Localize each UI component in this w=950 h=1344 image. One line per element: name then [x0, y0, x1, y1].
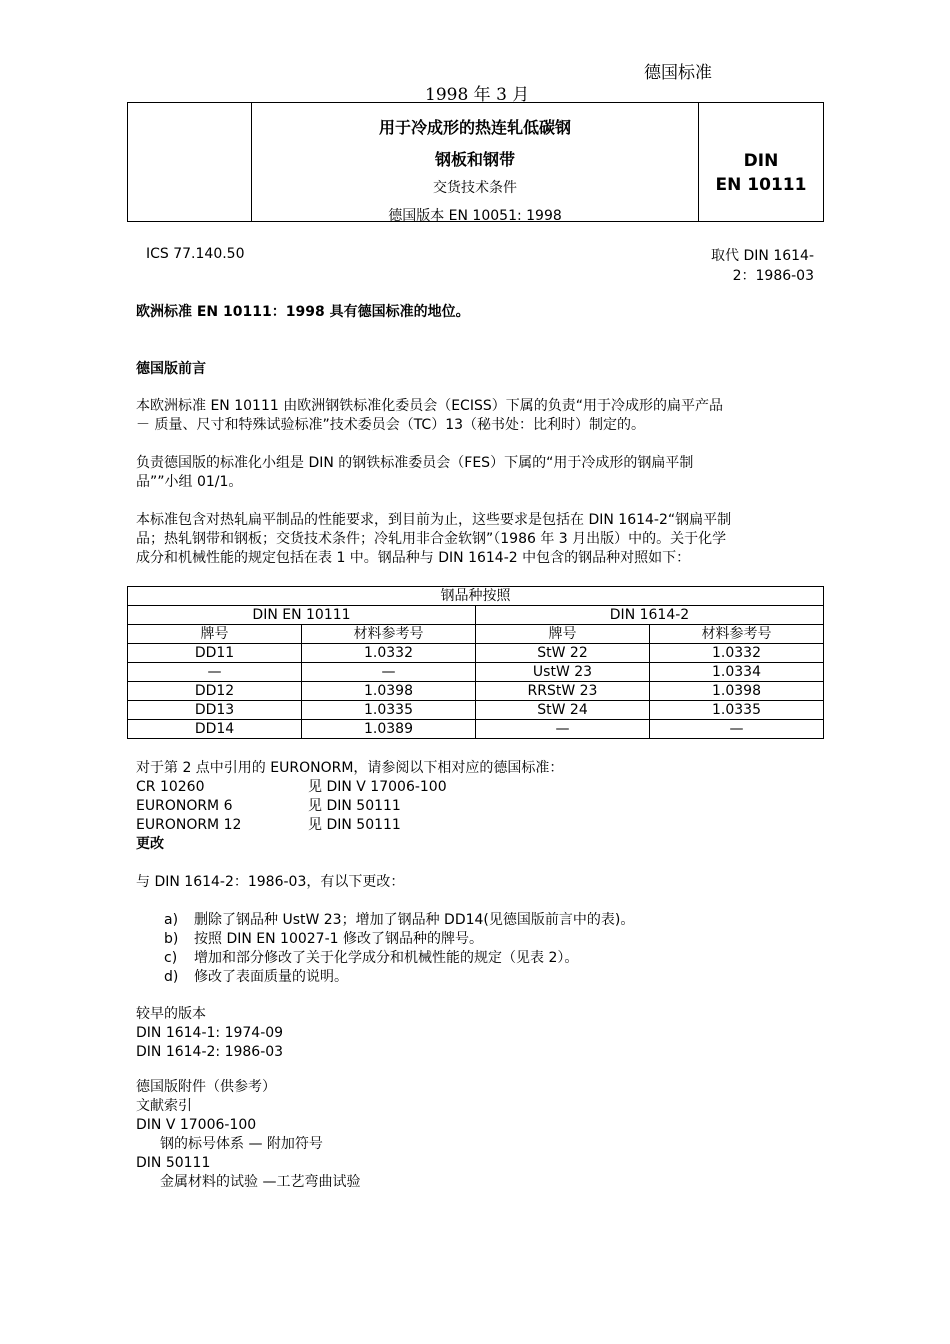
- reference-description: 金属材料的试验 —工艺弯曲试验: [160, 1174, 361, 1190]
- paragraph-line: 品””小组 01/1。: [136, 474, 243, 490]
- annex-heading: 德国版附件（供参考）: [136, 1079, 276, 1095]
- euronorm-item: [136, 778, 826, 797]
- euronorm-see: 见 DIN 50111: [308, 798, 401, 814]
- table-row: [128, 720, 824, 739]
- list-item: [164, 949, 634, 968]
- earlier-editions: [136, 1005, 826, 1062]
- reference-description: 钢的标号体系 — 附加符号: [160, 1136, 323, 1152]
- table-cell: 1.0335: [302, 701, 476, 720]
- euronorm-intro: 对于第 2 点中引用的 EURONORM，请参阅以下相对应的德国标准：: [136, 760, 564, 776]
- euronorm-ref: CR 10260: [136, 779, 205, 795]
- changes-heading: 更改: [136, 836, 164, 852]
- euronorm-section: [136, 759, 826, 854]
- table-group-header: DIN 1614-2: [476, 606, 824, 625]
- paragraph-line: 品；热轧钢带和钢板；交货技术条件；冷轧用非合金软钢”（1986 年 3 月出版）中的。关于化学: [136, 531, 727, 547]
- table-cell: 1.0398: [302, 682, 476, 701]
- table-row: [128, 644, 824, 663]
- publication-date: 1998 年 3 月: [425, 85, 530, 105]
- status-statement: 欧洲标准 EN 10111：1998 具有德国标准的地位。: [136, 304, 470, 320]
- euronorm-item: [136, 816, 826, 835]
- list-item: [164, 911, 634, 930]
- list-item-text: 按照 DIN EN 10027-1 修改了钢品种的牌号。: [194, 931, 483, 947]
- table-cell: —: [302, 663, 476, 682]
- annex-subheading: 文献索引: [136, 1098, 192, 1114]
- foreword-paragraph-1: [136, 397, 826, 435]
- paragraph-line: 负责德国版的标准化小组是 DIN 的钢铁标准委员会（FES）下属的“用于冷成形的钢扁平制: [136, 455, 694, 471]
- table-cell: DD11: [128, 644, 302, 663]
- earlier-edition-item: DIN 1614-2: 1986-03: [136, 1044, 284, 1060]
- paragraph-line: 成分和机械性能的规定包括在表 1 中。钢品种与 DIN 1614-2 中包含的钢品种对照如下：: [136, 550, 691, 566]
- table-cell: UstW 23: [476, 663, 650, 682]
- table-row: [128, 663, 824, 682]
- standard-label: 德国标准: [644, 63, 712, 83]
- title-line-1: 用于冷成形的热连轧低碳钢: [378, 118, 571, 137]
- foreword-paragraph-3: [136, 511, 826, 568]
- changes-list: [164, 911, 634, 987]
- table-cell: StW 22: [476, 644, 650, 663]
- column-header-grade: 牌号: [476, 625, 650, 644]
- table-cell: DD12: [128, 682, 302, 701]
- replaces-line-1: 取代 DIN 1614-: [711, 248, 814, 264]
- earlier-edition-item: DIN 1614-1: 1974-09: [136, 1025, 284, 1041]
- paragraph-line: － 质量、尺寸和特殊试验标准”技术委员会（TC）13（秘书处：比利时）制定的。: [136, 417, 646, 433]
- din-number: EN 10111: [715, 175, 807, 195]
- foreword-paragraph-2: [136, 454, 826, 492]
- table-cell: StW 24: [476, 701, 650, 720]
- foreword-heading: 德国版前言: [136, 361, 206, 377]
- table-cell: DD13: [128, 701, 302, 720]
- din-label: DIN: [743, 151, 779, 171]
- title-block-title-cell: [252, 103, 699, 224]
- column-header-grade: 牌号: [128, 625, 302, 644]
- euronorm-see: 见 DIN 50111: [308, 817, 401, 833]
- euronorm-see: 见 DIN V 17006-100: [308, 779, 447, 795]
- changes-intro: 与 DIN 1614-2：1986-03，有以下更改：: [136, 874, 405, 890]
- list-item: [164, 968, 634, 987]
- list-item: [164, 930, 634, 949]
- list-item-label: d): [164, 969, 179, 985]
- table-cell: 1.0332: [650, 644, 824, 663]
- national-annex: [136, 1078, 826, 1192]
- title-block-blank-cell: [128, 103, 252, 221]
- list-item-label: c): [164, 950, 178, 966]
- version-line: 德国版本 EN 10051: 1998: [388, 208, 562, 224]
- list-item-text: 修改了表面质量的说明。: [194, 969, 348, 985]
- table-cell: 1.0332: [302, 644, 476, 663]
- reference-number: DIN V 17006-100: [136, 1117, 257, 1133]
- table-cell: 1.0398: [650, 682, 824, 701]
- table-cell: —: [128, 663, 302, 682]
- table-cell: —: [650, 720, 824, 739]
- table-cell: DD14: [128, 720, 302, 739]
- ics-code: ICS 77.140.50: [146, 246, 245, 262]
- replaces-note: [660, 246, 814, 286]
- table-title: 钢品种按照: [128, 587, 824, 606]
- list-item-text: 删除了钢品种 UstW 23；增加了钢品种 DD14(见德国版前言中的表)。: [194, 912, 635, 928]
- table-row: [128, 682, 824, 701]
- list-item-text: 增加和部分修改了关于化学成分和机械性能的规定（见表 2）。: [194, 950, 579, 966]
- table-cell: —: [476, 720, 650, 739]
- paragraph-line: 本标准包含对热轧扁平制品的性能要求，到目前为止，这些要求是包括在 DIN 1614-2“钢扁平制: [136, 512, 732, 528]
- earlier-editions-heading: 较早的版本: [136, 1006, 206, 1022]
- steel-grade-table: [127, 586, 824, 739]
- list-item-label: b): [164, 931, 179, 947]
- column-header-material: 材料参考号: [650, 625, 824, 644]
- euronorm-ref: EURONORM 6: [136, 798, 233, 814]
- table-row: [128, 701, 824, 720]
- table-group-header: DIN EN 10111: [128, 606, 476, 625]
- replaces-line-2: 2：1986-03: [732, 268, 814, 284]
- euronorm-ref: EURONORM 12: [136, 817, 242, 833]
- din-number-cell: [699, 103, 823, 221]
- title-line-2: 钢板和钢带: [434, 150, 515, 169]
- table-cell: 1.0334: [650, 663, 824, 682]
- reference-number: DIN 50111: [136, 1155, 211, 1171]
- title-block: [127, 102, 824, 222]
- subtitle: 交货技术条件: [433, 180, 517, 196]
- table-cell: 1.0389: [302, 720, 476, 739]
- column-header-material: 材料参考号: [302, 625, 476, 644]
- list-item-label: a): [164, 912, 179, 928]
- euronorm-item: [136, 797, 826, 816]
- table-cell: 1.0335: [650, 701, 824, 720]
- table-cell: RRStW 23: [476, 682, 650, 701]
- paragraph-line: 本欧洲标准 EN 10111 由欧洲钢铁标准化委员会（ECISS）下属的负责“用于冷成形的扁平产品: [136, 398, 723, 414]
